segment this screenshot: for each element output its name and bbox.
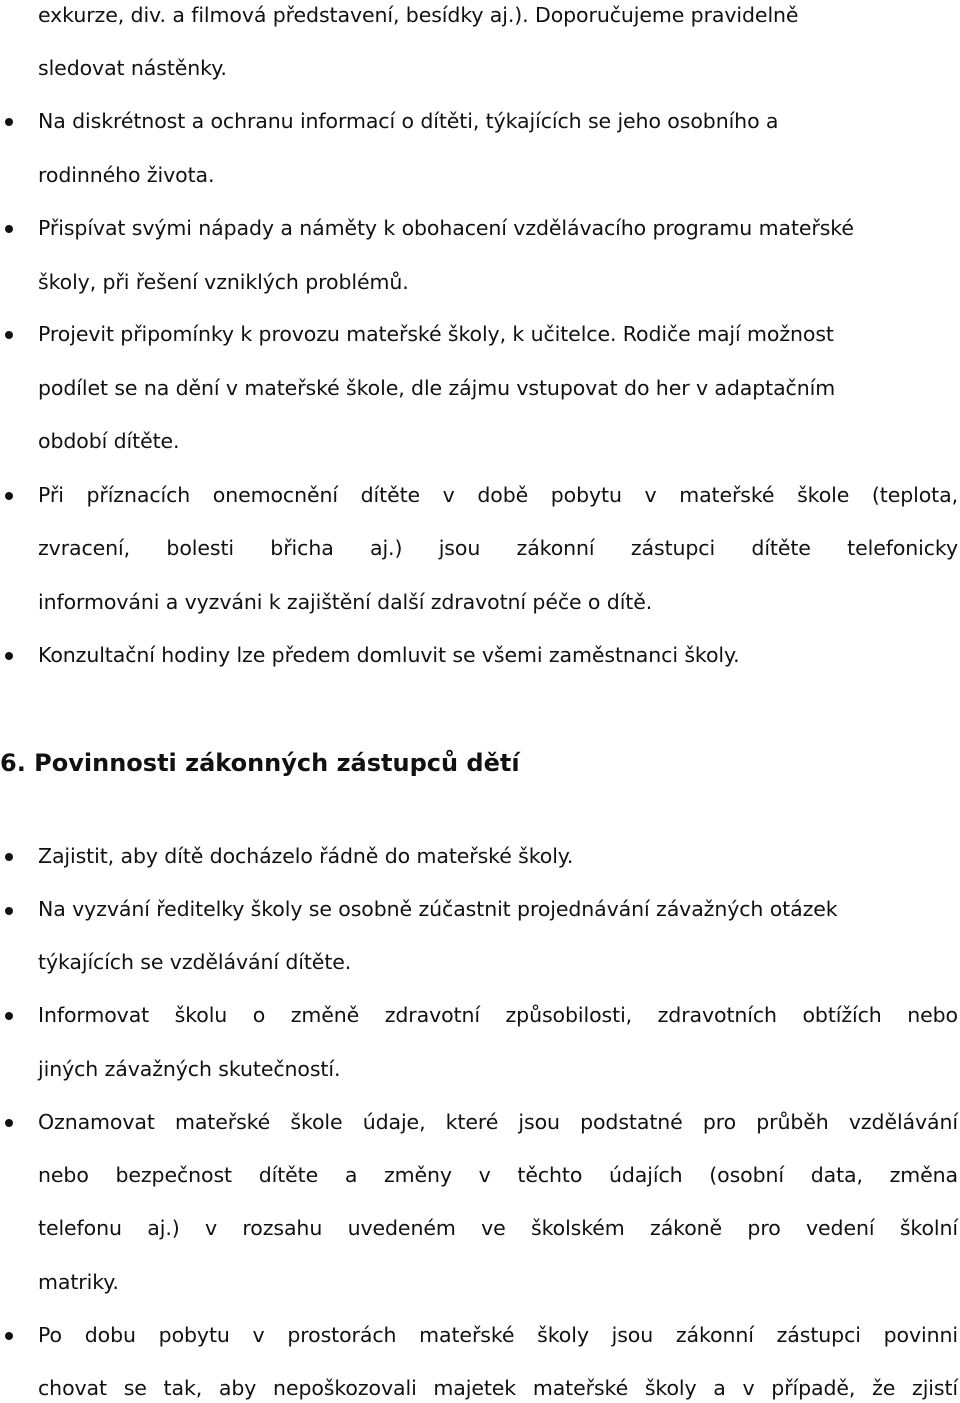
bullet-icon xyxy=(5,652,13,660)
text-line: informováni a vyzváni k zajištění další zdravotní péče o dítě. xyxy=(38,590,653,614)
text-line: chovat se tak, aby nepoškozovali majetek mateřské školy a v případě, že zjistí xyxy=(38,1376,958,1400)
text-line: exkurze, div. a filmová představení, besídky aj.). Doporučujeme pravidelně xyxy=(38,3,799,27)
text-line: Projevit připomínky k provozu mateřské školy, k učitelce. Rodiče mají možnost xyxy=(38,322,834,346)
text-line: Na diskrétnost a ochranu informací o dítěti, týkajících se jeho osobního a xyxy=(38,109,779,133)
bullet-icon xyxy=(5,1332,13,1340)
bullet-icon xyxy=(5,1012,13,1020)
text-line: podílet se na dění v mateřské škole, dle zájmu vstupovat do her v adaptačním xyxy=(38,376,836,400)
bullet-icon xyxy=(5,853,13,861)
bullet-icon xyxy=(5,492,13,500)
text-line: školy, při řešení vzniklých problémů. xyxy=(38,270,409,294)
bullet-icon xyxy=(5,225,13,233)
bullet-icon xyxy=(5,907,13,915)
text-line: zvracení, bolesti břicha aj.) jsou zákonní zástupci dítěte telefonicky xyxy=(38,536,958,560)
text-line: jiných závažných skutečností. xyxy=(38,1057,341,1081)
text-line: Přispívat svými nápady a náměty k obohacení vzdělávacího programu mateřské xyxy=(38,216,854,240)
text-line: týkajících se vzdělávání dítěte. xyxy=(38,950,352,974)
text-line: Zajistit, aby dítě docházelo řádně do mateřské školy. xyxy=(38,844,574,868)
text-line: sledovat nástěnky. xyxy=(38,56,227,80)
section-heading: 6. Povinnosti zákonných zástupců dětí xyxy=(0,749,520,777)
text-line: Na vyzvání ředitelky školy se osobně zúčastnit projednávání závažných otázek xyxy=(38,897,838,921)
text-line: Oznamovat mateřské škole údaje, které jsou podstatné pro průběh vzdělávání xyxy=(38,1110,958,1134)
text-line: telefonu aj.) v rozsahu uvedeném ve školském zákoně pro vedení školní xyxy=(38,1216,958,1240)
text-line: Informovat školu o změně zdravotní způsobilosti, zdravotních obtížích nebo xyxy=(38,1003,958,1027)
text-line: období dítěte. xyxy=(38,429,180,453)
bullet-icon xyxy=(5,118,13,126)
text-line: matriky. xyxy=(38,1270,119,1294)
bullet-icon xyxy=(5,331,13,339)
text-line: Po dobu pobytu v prostorách mateřské školy jsou zákonní zástupci povinni xyxy=(38,1323,958,1347)
text-line: rodinného života. xyxy=(38,163,215,187)
text-line: Při příznacích onemocnění dítěte v době pobytu v mateřské škole (teplota, xyxy=(38,483,958,507)
text-line: nebo bezpečnost dítěte a změny v těchto údajích (osobní data, změna xyxy=(38,1163,958,1187)
bullet-icon xyxy=(5,1119,13,1127)
text-line: Konzultační hodiny lze předem domluvit se všemi zaměstnanci školy. xyxy=(38,643,740,667)
